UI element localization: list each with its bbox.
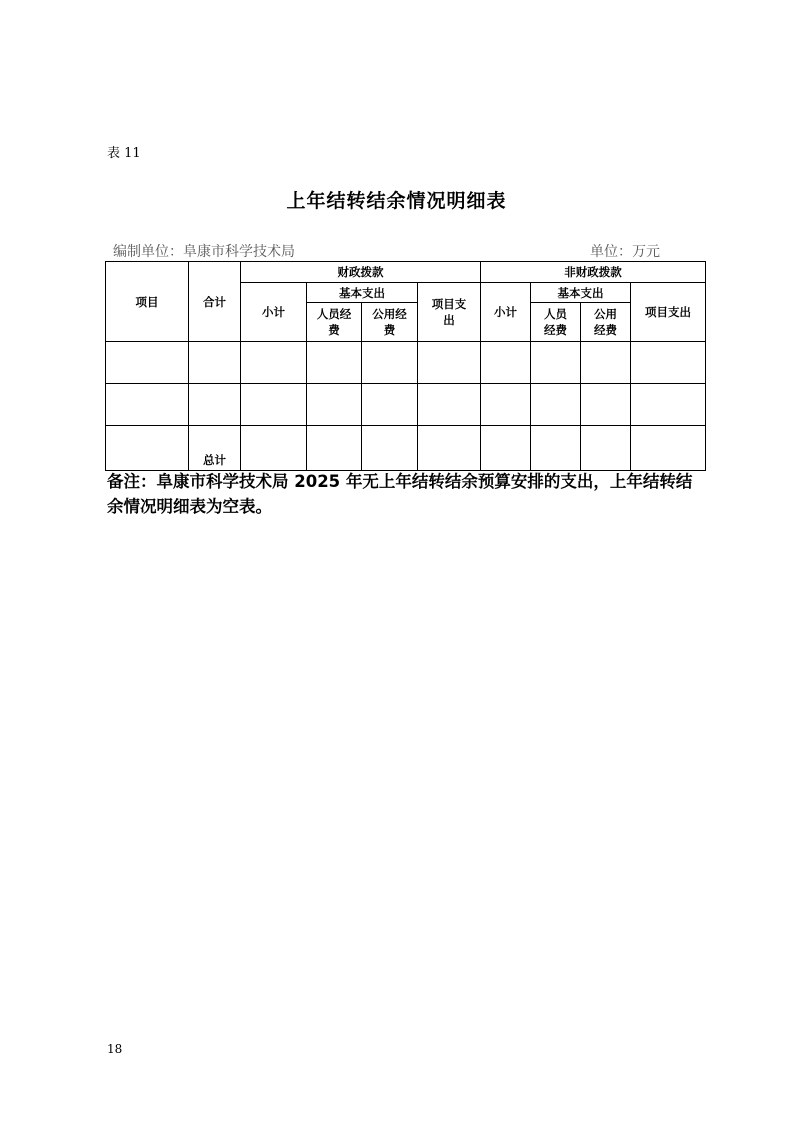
header-item: 项目: [106, 262, 189, 342]
header-fiscal-personnel: 人员经 费: [307, 303, 362, 342]
header-fiscal: 财政拨款: [241, 262, 481, 283]
header-total: 合计: [189, 262, 241, 342]
total-row: [106, 426, 706, 471]
header-fiscal-project: 项目支 出: [418, 283, 481, 342]
header-nonfiscal-personnel: 人员 经费: [531, 303, 581, 342]
header-nonfiscal: 非财政拨款: [481, 262, 706, 283]
table-row: [106, 384, 706, 426]
header-row-1: [106, 262, 706, 283]
unit-label: 单位：万元: [590, 244, 660, 260]
header-fiscal-basic: 基本支出: [307, 283, 418, 303]
table-number: 表 11: [107, 146, 141, 161]
page-number: 18: [107, 1042, 123, 1056]
header-fiscal-subtotal: 小计: [241, 283, 307, 342]
header-nonfiscal-subtotal: 小计: [481, 283, 531, 342]
note-text: 备注：阜康市科学技术局 2025 年无上年结转结余预算安排的支出，上年结转结余情况明细表为空表。: [107, 472, 693, 516]
total-row-label: 总计: [189, 426, 241, 471]
header-nonfiscal-project: 项目支出: [631, 283, 706, 342]
header-nonfiscal-public: 公用 经费: [581, 303, 631, 342]
document-title: 上年结转结余情况明细表: [286, 190, 507, 212]
header-fiscal-public: 公用经 费: [362, 303, 418, 342]
header-nonfiscal-basic: 基本支出: [531, 283, 631, 303]
carryover-detail-table: [105, 261, 706, 471]
org-label: 编制单位：阜康市科学技术局: [113, 244, 295, 260]
table-row: [106, 342, 706, 384]
